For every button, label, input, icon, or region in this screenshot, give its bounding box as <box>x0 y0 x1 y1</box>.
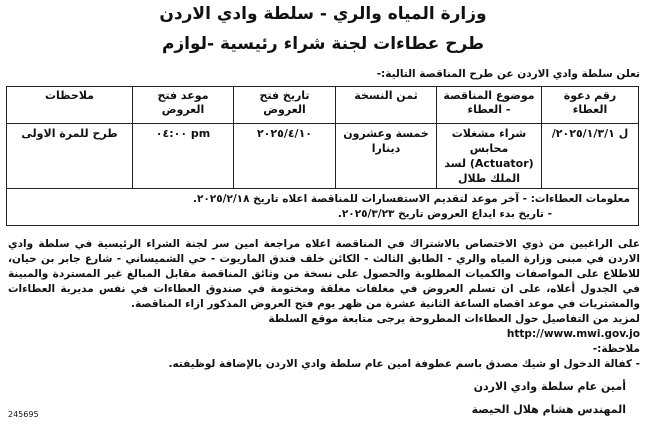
cell-tender-no: ل ٢٠٢٥/١/٣/١/ <box>542 124 639 189</box>
body-text <box>8 237 640 372</box>
cell-subject: شراء مشغلات محابس (Actuator) لسد الملك طلال <box>437 124 542 189</box>
signature-title: أمين عام سلطة وادي الاردن <box>473 380 626 393</box>
cell-price: خمسة وعشرون دينارا <box>336 124 437 189</box>
info-line-1: - آخر موعد لتقديم الاستفسارات للمناقصة اعلاه تاريخ ٢٠٢٥/٢/١٨. <box>192 193 528 205</box>
info-cell <box>7 189 639 226</box>
more-info: لمزيد من التفاصيل حول العطاءات المطروحة يرجى متابعة موقع السلطة <box>268 313 640 325</box>
main-paragraph: على الراغبين من ذوي الاختصاص بالاشتراك في المناقصة اعلاه مراجعة امين سر لجنة الشراء الرئيسية في سلطة وادي الاردن في مبنى وزارة المياه والري - الطابق الثالث - الكائن خلف فندق الماريوت - حي الشميساني - شارع جابر بن حيان، للاطلاع على المواصفات والكميات المطلوبة والحصول على نسخة من وثائق المناقصة مقابل المبالغ غير المستردة والمبينة في الجدول أعلاه، على ان تسلم العروض في مغلفات مغلقة ومختومة في صندوق العطاءات في نفس مديرية العطاءات والمشتريات في موعد اقصاه الساعة الثانية عشرة من ظهر يوم فتح العروض المذكور ازاء المناقصة. <box>8 238 640 310</box>
info-line-2: - تاريخ بدء ايداع العروض تاريخ ٢٠٢٥/٣/٢٣. <box>337 208 552 220</box>
table-row <box>7 124 639 189</box>
intro-text: تعلن سلطة وادي الاردن عن طرح المناقصة التالية:- <box>376 68 640 80</box>
table-header-row <box>7 87 639 124</box>
col-notes: ملاحظات <box>7 87 133 124</box>
note-title: ملاحظة:- <box>592 343 640 355</box>
page-subtitle: طرح عطاءات لجنة شراء رئيسية -لوازم <box>161 34 485 54</box>
col-price: ثمن النسخة <box>336 87 437 124</box>
info-row <box>7 189 639 226</box>
website-link[interactable]: http://www.mwi.gov.jo <box>506 328 640 340</box>
reference-number: 245695 <box>8 410 39 419</box>
cell-notes: طرح للمرة الاولى <box>7 124 133 189</box>
col-open-date: تاريخ فتح العروض <box>234 87 336 124</box>
col-tender-no: رقم دعوة العطاء <box>542 87 639 124</box>
page-title: وزارة المياه والري - سلطة وادي الاردن <box>159 4 487 24</box>
col-open-time: موعد فتح العروض <box>133 87 234 124</box>
col-subject: موضوع المناقصة - العطاء <box>437 87 542 124</box>
note-text: - كفالة الدخول او شيك مصدق باسم عطوفة امين عام سلطة وادي الاردن بالإضافة لوظيفته. <box>168 358 640 370</box>
signature-name: المهندس هشام هلال الحيصة <box>471 403 626 416</box>
tender-table <box>6 86 639 226</box>
cell-open-time: ٠٤:٠٠ pm <box>133 124 234 189</box>
info-title: معلومات العطاءات: <box>530 193 630 205</box>
cell-open-date: ٢٠٢٥/٤/١٠ <box>234 124 336 189</box>
